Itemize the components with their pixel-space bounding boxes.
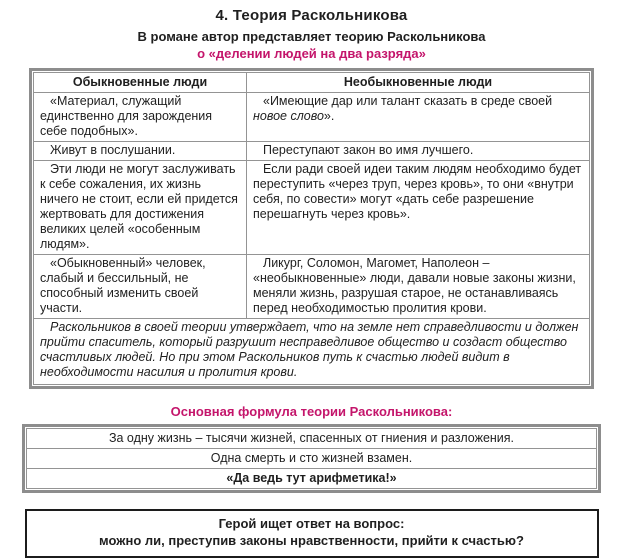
column-header-ordinary: Обыкновенные люди [34,73,247,93]
column-header-extraordinary: Необыкновенные люди [247,73,590,93]
formula-table-frame [22,424,601,493]
table-row [34,142,590,161]
comparison-table-frame [29,68,594,389]
formula-row [27,469,597,489]
cell-text: ». [323,109,335,123]
formula-heading: Основная формула теории Раскольникова: [170,404,453,419]
cell-extraordinary-1 [247,93,590,142]
cell-extraordinary-2: Переступают закон во имя лучшего. [247,142,590,161]
table-row [34,93,590,142]
page-subtitle: В романе автор представляет теорию Раскольникова [137,29,486,44]
cell-ordinary-3: Эти люди не могут заслуживать к себе сожаления, их жизнь ничего не стоит, если ей придется жертвовать для достижения великих целей «особенным людям». [34,161,247,255]
cell-extraordinary-3: Если ради своей идеи таким людям необходимо будет переступить «через труп, через кровь», то они «внутри себя, по совести» могут «дать себе разрешение перешагнуть через кровь». [247,161,590,255]
table-summary-row [34,319,590,385]
comparison-table [33,72,590,385]
conclusion-box [25,509,599,558]
cell-ordinary-4: «Обыкновенный» человек, слабый и бессильный, не способный изменить своей участи. [34,255,247,319]
formula-table [26,428,597,489]
cell-text: «Имеющие дар или талант сказать в среде своей [263,94,553,108]
formula-cell-1: За одну жизнь – тысячи жизней, спасенных от гниения и разложения. [27,429,597,449]
table-row [34,161,590,255]
page-subtitle-accent: о «делении людей на два разряда» [197,46,426,61]
formula-row [27,429,597,449]
cell-ordinary-1: «Материал, служащий единственно для зарождения себе подобных». [34,93,247,142]
conclusion-line-2: можно ли, преступив законы нравственности, прийти к счастью? [99,533,524,548]
summary-cell: Раскольников в своей теории утверждает, что на земле нет справедливости и должен прийти спаситель, который разрушит несправедливое общество и создаст общество счастливых людей. Но при этом Раскольников путь к счастью людей видит в необходимости насилия и пролития крови. [34,319,590,385]
conclusion-line-1: Герой ищет ответ на вопрос: [218,516,405,531]
table-header-row [34,73,590,93]
cell-extraordinary-4: Ликург, Соломон, Магомет, Наполеон – «необыкновенные» люди, давали новые законы жизни, меняли жизнь, разрушая старое, не останавливаясь перед необходимостью пролития крови. [247,255,590,319]
table-row [34,255,590,319]
formula-row [27,449,597,469]
cell-text-italic: новое слово [253,109,324,123]
cell-ordinary-2: Живут в послушании. [34,142,247,161]
formula-cell-2: Одна смерть и сто жизней взамен. [27,449,597,469]
formula-cell-3: «Да ведь тут арифметика!» [27,469,597,489]
page-title: 4. Теория Раскольникова [215,7,408,24]
